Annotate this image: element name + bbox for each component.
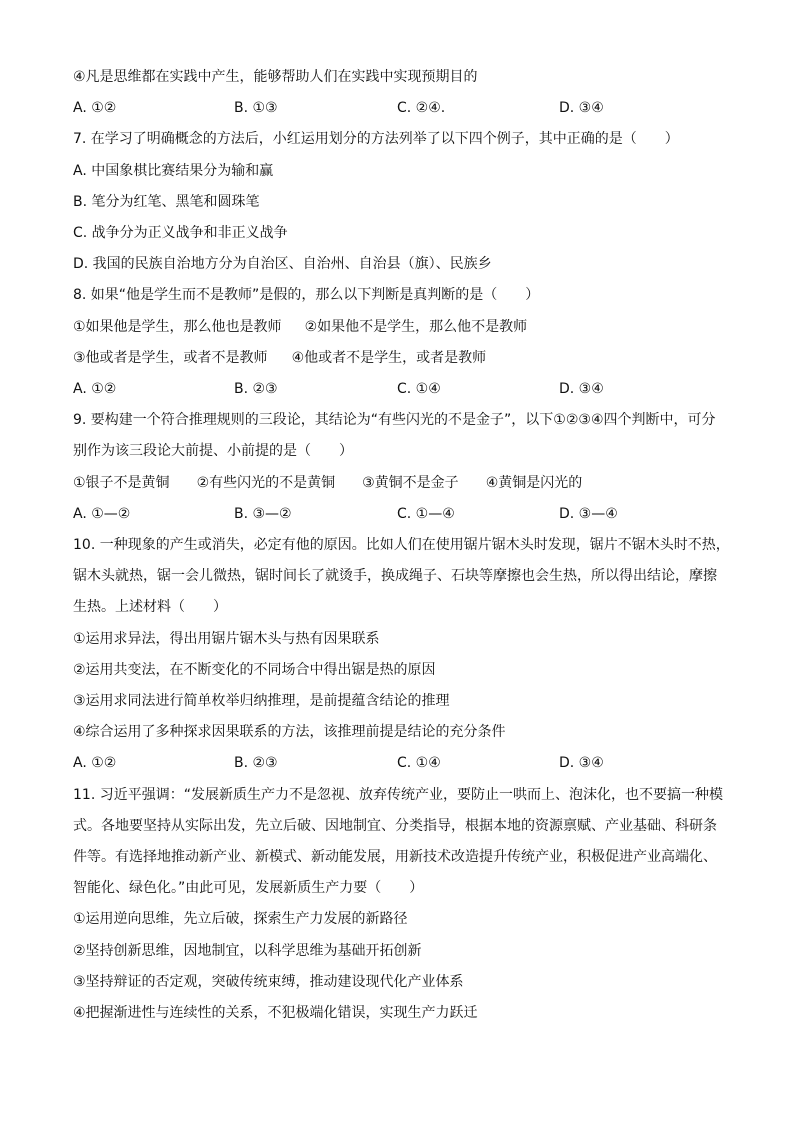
- q11-stem-line-1: 11. 习近平强调：“发展新质生产力不是忽视、放弃传统产业，要防止一哄而上、泡沫化，也不要搞一种模: [73, 786, 723, 803]
- q11-stem-line-2: 式。各地要坚持从实际出发，先立后破、因地制宜、分类指导，根据本地的资源禀赋、产业基础、科研条: [73, 817, 717, 834]
- q7-option-b: B. 笔分为红笔、黑笔和圆珠笔: [73, 193, 260, 210]
- q7-option-a: A. 中国象棋比赛结果分为输和赢: [73, 162, 274, 179]
- q9-option-b: B. ③—②: [234, 505, 292, 522]
- q9-statements: [73, 468, 733, 499]
- q10-statement-2: ②运用共变法，在不断变化的不同场合中得出锯是热的原因: [73, 661, 436, 678]
- q10-statement-4: ④综合运用了多种探求因果联系的方法，该推理前提是结论的充分条件: [73, 724, 506, 741]
- q6-option-a: A. ①②: [73, 100, 117, 117]
- q10-statement-1: ①运用求异法，得出用锯片锯木头与热有因果联系: [73, 630, 380, 647]
- q8-statement-4: ④他或者不是学生，或者是教师: [291, 349, 487, 366]
- q8-statement-3: ③他或者是学生，或者不是教师: [73, 349, 268, 366]
- q9-option-c: C. ①—④: [397, 505, 455, 522]
- q10-stem-line-2: 锯木头就热，锯一会儿微热，锯时间长了就烫手，换成绳子、石块等摩擦也会生热，所以得出结论，摩擦: [73, 568, 717, 585]
- q8-statement-1: ①如果他是学生，那么他也是教师: [73, 318, 282, 335]
- q7-option-c: C. 战争分为正义战争和非正义战争: [73, 225, 288, 242]
- q9-statement-2: ②有些闪光的不是黄铜: [196, 474, 336, 491]
- q6-statement-4: ④凡是思维都在实践中产生，能够帮助人们在实践中实现预期目的: [73, 69, 478, 85]
- q11-statement-3: ③坚持辩证的否定观，突破传统束缚，推动建设现代化产业体系: [73, 973, 464, 990]
- q10-stem-line-3: 生热。上述材料（ ）: [73, 599, 227, 616]
- q11-stem-line-4: 智能化、绿色化。”由此可见，发展新质生产力要（ ）: [73, 880, 424, 897]
- q11-stem-line-3: 件等。有选择地推动新产业、新模式、新动能发展，用新技术改造提升传统产业，积极促进产业高端化、: [73, 849, 717, 866]
- q10-option-d: D. ③④: [559, 755, 604, 772]
- q11-statement-4: ④把握渐进性与连续性的关系，不犯极端化错误，实现生产力跃迁: [73, 1005, 478, 1022]
- q8-stem: 8. 如果“他是学生而不是教师”是假的，那么以下判断是真判断的是（ ）: [73, 287, 540, 304]
- q9-statement-4: ④黄铜是闪光的: [485, 474, 583, 491]
- q7-option-d: D. 我国的民族自治地方分为自治区、自治州、自治县（旗）、民族乡: [73, 256, 492, 273]
- q8-option-c: C. ①④: [397, 381, 441, 398]
- q9-statement-3: ③黄铜不是金子: [362, 474, 459, 491]
- q10-option-a: A. ①②: [73, 755, 117, 772]
- q11-statement-2: ②坚持创新思维，因地制宜，以科学思维为基础开拓创新: [73, 942, 422, 959]
- q9-stem-line-1: 9. 要构建一个符合推理规则的三段论，其结论为“有些闪光的不是金子”，以下①②③④四个判断中，可分: [73, 412, 716, 429]
- q8-option-a: A. ①②: [73, 381, 117, 398]
- q8-statement-2: ②如果他不是学生，那么他不是教师: [304, 318, 528, 335]
- q8-options: [73, 374, 733, 405]
- q8-option-b: B. ②③: [234, 381, 278, 398]
- q9-option-a: A. ①—②: [73, 505, 131, 522]
- q7-stem: 7. 在学习了明确概念的方法后，小红运用划分的方法列举了以下四个例子，其中正确的是（ ）: [73, 131, 679, 148]
- q8-statements-row-1: [73, 312, 733, 343]
- q10-option-c: C. ①④: [397, 755, 441, 772]
- q6-option-d: D. ③④: [559, 100, 604, 117]
- q9-options: [73, 499, 733, 530]
- q6-option-c: C. ②④.: [397, 100, 446, 117]
- q9-statement-1: ①银子不是黄铜: [73, 474, 170, 491]
- q10-stem-line-1: 10. 一种现象的产生或消失，必定有他的原因。比如人们在使用锯片锯木头时发现，锯片不锯木头时不热，: [73, 537, 730, 554]
- q6-option-b: B. ①③: [234, 100, 278, 117]
- q11-statement-1: ①运用逆向思维，先立后破，探索生产力发展的新路径: [73, 911, 408, 928]
- q8-statements-row-2: [73, 343, 733, 374]
- q6-options: [73, 93, 733, 124]
- exam-page: [73, 62, 733, 1029]
- q8-option-d: D. ③④: [559, 381, 604, 398]
- q9-stem-line-2: 别作为该三段论大前提、小前提的是（ ）: [73, 443, 353, 460]
- q9-option-d: D. ③—④: [559, 505, 618, 522]
- q10-option-b: B. ②③: [234, 755, 278, 772]
- q10-statement-3: ③运用求同法进行简单枚举归纳推理，是前提蕴含结论的推理: [73, 693, 450, 710]
- q10-options: [73, 748, 733, 779]
